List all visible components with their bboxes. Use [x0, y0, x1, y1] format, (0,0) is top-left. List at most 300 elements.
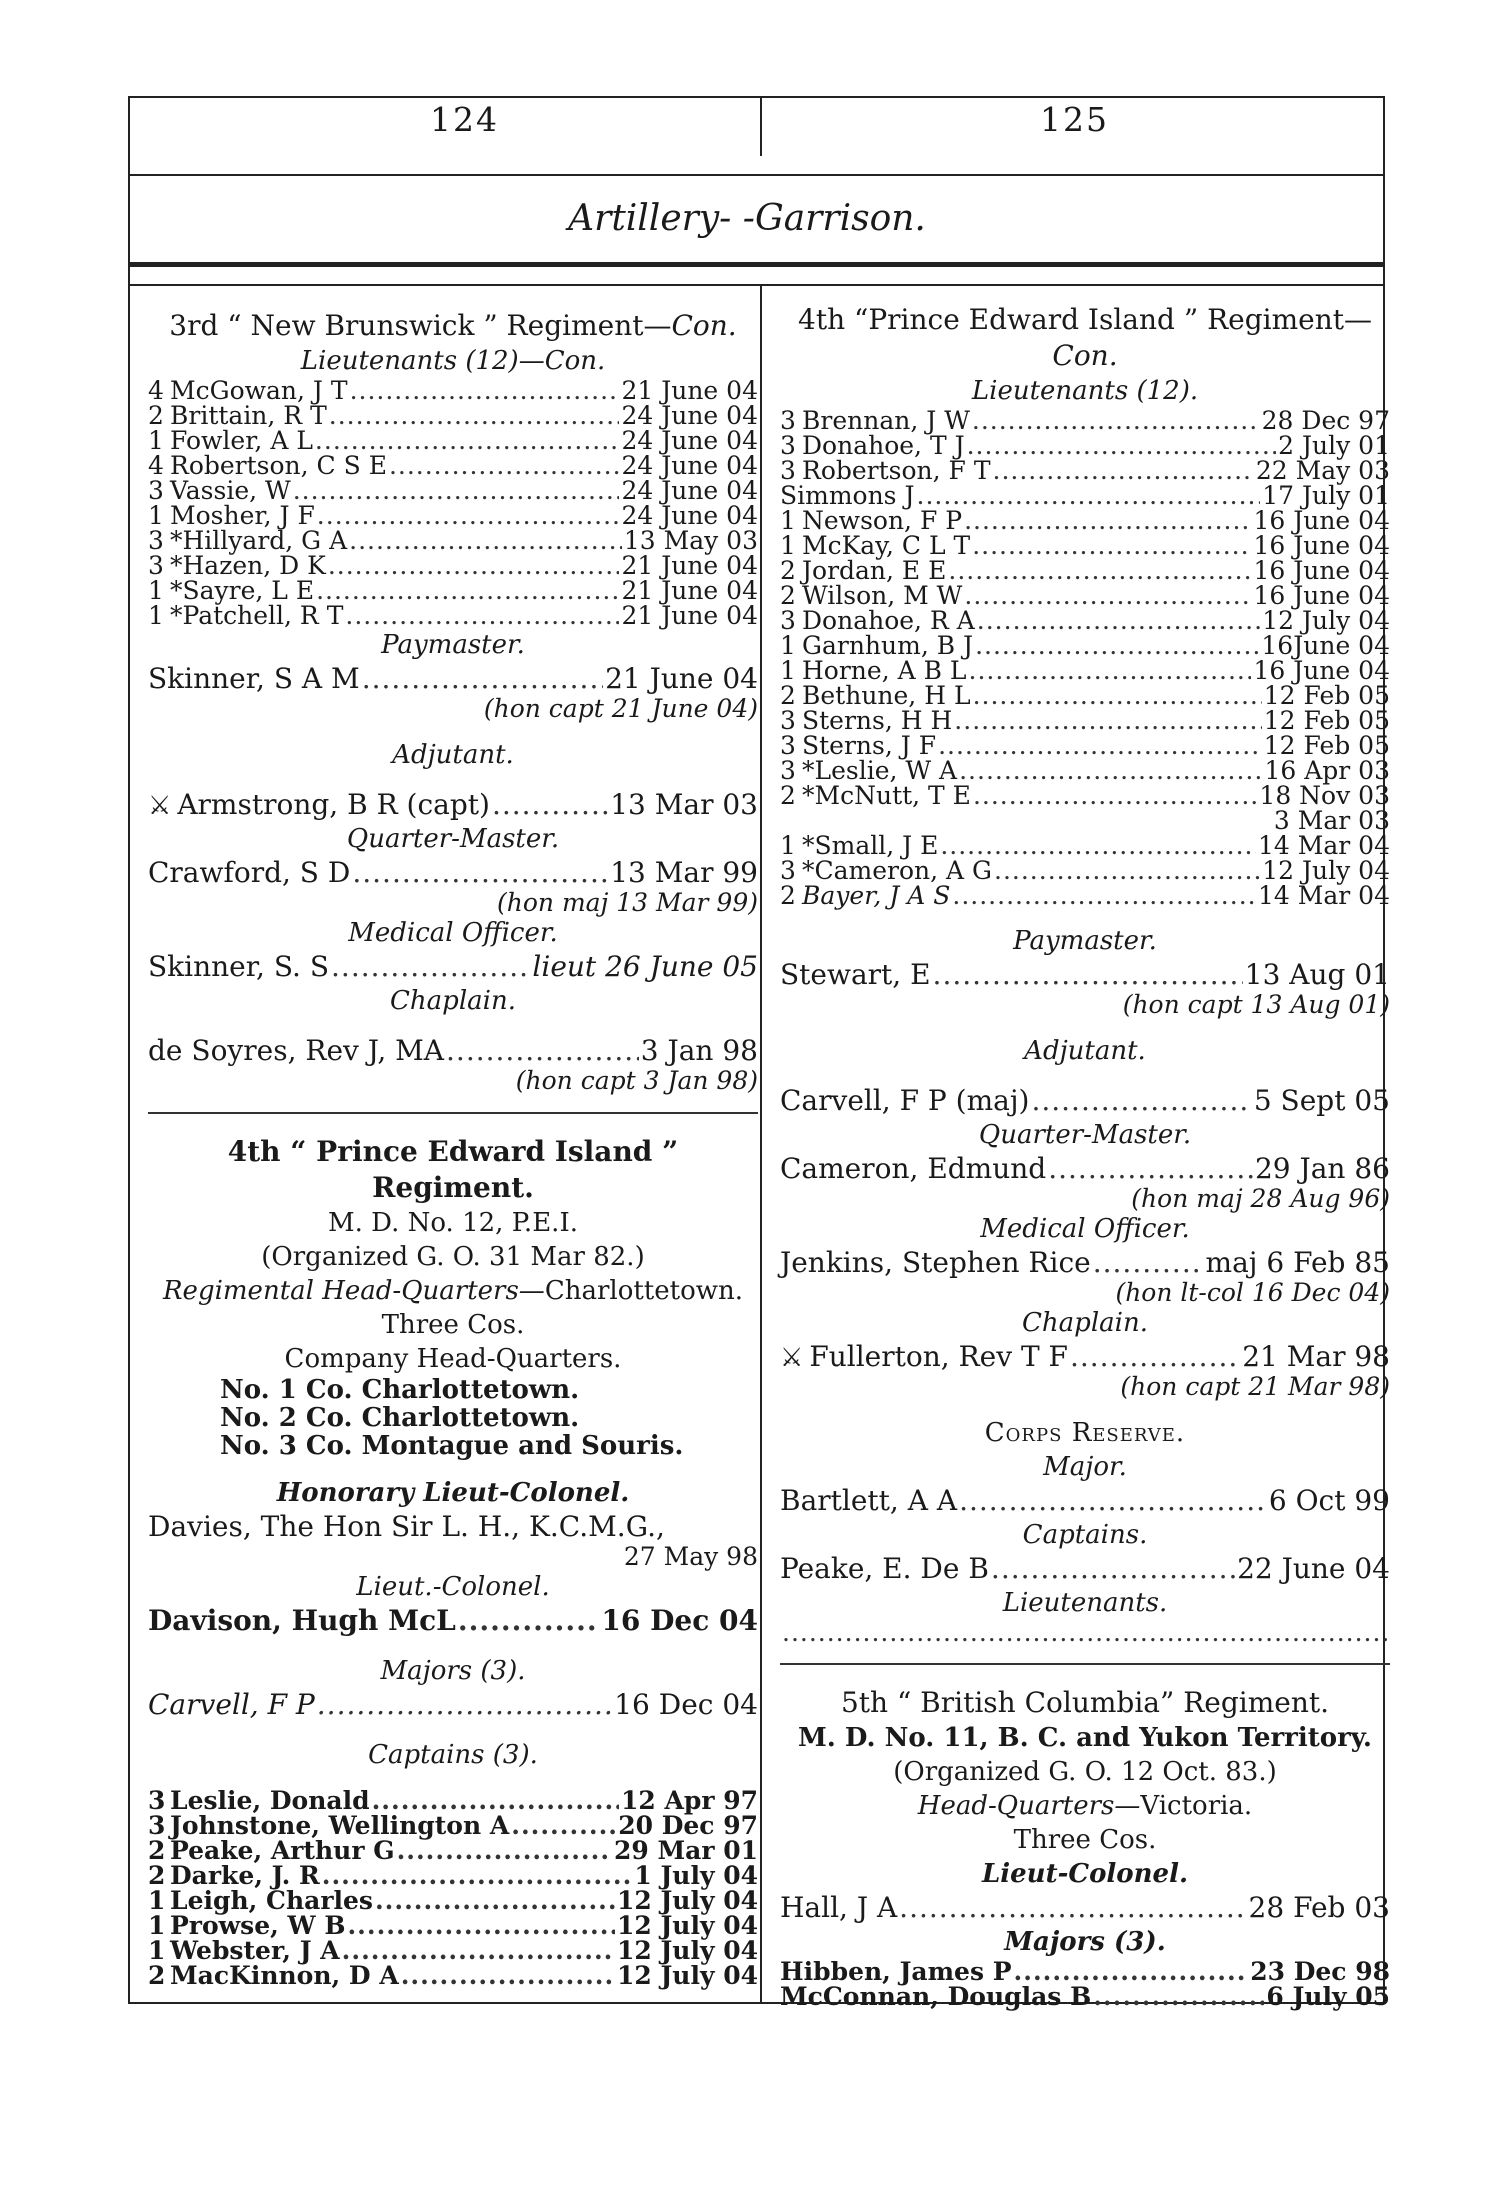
leader-dots [899, 1891, 1246, 1925]
rank-date: 16 June 04 [1253, 531, 1390, 560]
nb-chaplain-row [148, 1034, 758, 1068]
list-item [148, 553, 758, 578]
officer-name: Robertson, C S E [170, 451, 387, 480]
officer-name: *Leslie, W A [802, 756, 958, 785]
rank-date: 16 June 04 [1253, 656, 1390, 685]
pei-con-heading-con: Con. [1052, 339, 1118, 372]
pei-medical-note: (hon lt-col 16 Dec 04) [1115, 1278, 1390, 1307]
officer-name: McGowan, J T [170, 376, 348, 405]
list-item: No. 1 Co. Charlottetown. [220, 1375, 580, 1405]
list-item [148, 528, 758, 553]
rank-date: 1 July 04 [634, 1861, 758, 1890]
officer-name: Jenkins, Stephen Rice [780, 1246, 1091, 1279]
leader-dots [1014, 1959, 1249, 1984]
officer-name: Newson, F P [802, 506, 963, 535]
pei-cos: Three Cos. [381, 1310, 525, 1340]
rank-date: 24 June 04 [621, 426, 758, 455]
officer-name: Prowse, W B [170, 1911, 346, 1940]
nb-medical-row [148, 950, 758, 984]
rank-date: 24 June 04 [621, 501, 758, 530]
officer-name: Crawford, S D [148, 856, 351, 889]
list-item [148, 603, 758, 628]
rank-date: 5 Sept 05 [1253, 1084, 1390, 1117]
bc-cos: Three Cos. [1013, 1825, 1157, 1855]
list-item [780, 558, 1390, 583]
pei-qm-label: Quarter-Master. [978, 1120, 1192, 1150]
company-number: 2 [148, 1861, 166, 1890]
list-item [780, 633, 1390, 658]
officer-name: *Patchell, R T [170, 601, 344, 630]
leader-dots [329, 403, 620, 428]
company-number: 2 [780, 881, 796, 910]
company-number: 1 [148, 1911, 166, 1940]
list-item [148, 1913, 758, 1938]
officer-name: Horne, A B L [802, 656, 967, 685]
rank-date: lieut 26 June 05 [532, 950, 758, 983]
leader-dots [328, 553, 620, 578]
officer-name: Davies, The Hon Sir L. H., K.C.M.G., [148, 1510, 665, 1543]
pei-adjutant-row [780, 1084, 1390, 1118]
section-title: Artillery- -Garrison. [568, 198, 926, 239]
list-item [780, 658, 1390, 683]
rank-date: 12 July 04 [616, 1886, 758, 1915]
company-number: 3 [148, 551, 164, 580]
cr-captain-row [780, 1552, 1390, 1586]
list-item [148, 503, 758, 528]
pei-hon-lc-label: Honorary Lieut-Colonel. [276, 1478, 630, 1508]
company-number: 3 [148, 1786, 166, 1815]
leader-dots [964, 583, 1251, 608]
bc-organized: (Organized G. O. 12 Oct. 83.) [893, 1757, 1277, 1787]
list-item [148, 1813, 758, 1838]
officer-name: McConnan, Douglas B [780, 1982, 1092, 2011]
company-number: 1 [148, 501, 164, 530]
company-number: 3 [148, 526, 164, 555]
list-item [780, 483, 1390, 508]
company-number: 1 [780, 531, 796, 560]
pei-con-heading [780, 302, 1390, 374]
officer-name: Skinner, S A M [148, 662, 360, 695]
nb-heading-text: 3rd “ New Brunswick ” Regiment— [169, 309, 672, 342]
pei-organized: (Organized G. O. 31 Mar 82.) [261, 1242, 645, 1272]
officer-name: de Soyres, Rev J, MA [148, 1034, 445, 1067]
leader-dots [1031, 1084, 1251, 1118]
company-number: 1 [148, 576, 164, 605]
rank-date: 12 July 04 [616, 1911, 758, 1940]
left-page-number: 124 [430, 100, 499, 139]
bc-lc-row [780, 1891, 1390, 1925]
list-item: No. 3 Co. Montague and Souris. [220, 1431, 684, 1461]
leader-dots [315, 428, 620, 453]
company-number: 3 [780, 731, 796, 760]
company-number: 4 [148, 376, 164, 405]
right-page-number: 125 [1040, 100, 1109, 139]
company-number: 2 [148, 1836, 166, 1865]
pei-medical-label: Medical Officer. [980, 1214, 1190, 1244]
leader-dots [331, 950, 530, 984]
list-item [148, 478, 758, 503]
nb-adjutant-row [148, 788, 758, 822]
section-divider [780, 1663, 1390, 1665]
leader-dots [511, 1813, 616, 1838]
officer-name: Carvell, F P (maj) [780, 1084, 1030, 1117]
company-number: 2 [780, 781, 796, 810]
company-number: 2 [148, 401, 164, 430]
rank-date: 23 Dec 98 [1250, 1957, 1390, 1986]
hq-place: Charlottetown. [544, 1276, 743, 1306]
rank-date: 13 Mar 99 [610, 856, 758, 889]
rank-date: 6 Oct 99 [1268, 1484, 1390, 1517]
officer-name: Simmons J [780, 481, 915, 510]
list-item [780, 833, 1390, 858]
company-number: 3 [780, 606, 796, 635]
company-number: 1 [780, 631, 796, 660]
leader-dots [342, 1938, 615, 1963]
officer-name: Mosher, J F [170, 501, 315, 530]
nb-paymaster-label: Paymaster. [381, 630, 525, 660]
title-thick-rule [128, 262, 1384, 267]
rank-date: 14 Mar 04 [1258, 881, 1390, 910]
officer-name: Webster, J A [170, 1936, 340, 1965]
rank-date: 16June 04 [1261, 631, 1390, 660]
rank-date: 29 Mar 01 [613, 1836, 758, 1865]
rank-date: 18 Nov 03 [1259, 781, 1390, 810]
hq-label: Head-Quarters— [917, 1791, 1141, 1821]
list-item [780, 408, 1390, 433]
company-number: 3 [780, 456, 796, 485]
header-rule [128, 174, 1384, 176]
list-item [780, 1984, 1390, 2009]
rank-date: 24 June 04 [621, 476, 758, 505]
officer-name: Bethune, H L [802, 681, 971, 710]
rank-date: 6 July 05 [1266, 1982, 1390, 2011]
nb-adjutant-label: Adjutant. [392, 740, 514, 770]
bc-lc-label: Lieut-Colonel. [981, 1859, 1189, 1889]
leader-dots [345, 603, 619, 628]
list-item [780, 433, 1390, 458]
rank-date: 17 July 01 [1262, 481, 1390, 510]
list-item [780, 758, 1390, 783]
company-number: 3 [148, 1811, 166, 1840]
pei-captains-list [148, 1788, 758, 1988]
rank-date: 13 May 03 [623, 526, 758, 555]
list-item [780, 458, 1390, 483]
rank-date: 21 June 04 [621, 576, 758, 605]
rank-date: 12 July 04 [1262, 606, 1390, 635]
officer-name: Stewart, E [780, 958, 931, 991]
rank-date: 12 July 04 [1262, 856, 1390, 885]
company-number: 4 [148, 451, 164, 480]
bc-md: M. D. No. 11, B. C. and Yukon Territory. [798, 1723, 1372, 1753]
pei-paymaster-note: (hon capt 13 Aug 01) [1122, 990, 1390, 1019]
rank-date: 24 June 04 [621, 451, 758, 480]
leader-dots [973, 683, 1262, 708]
officer-name: Donahoe, R A [802, 606, 975, 635]
leader-dots [375, 1888, 615, 1913]
officer-name: Donahoe, T J [802, 431, 965, 460]
leader-dots [293, 478, 620, 503]
officer-name: Vassie, W [170, 476, 291, 505]
officer-name: Hibben, James P [780, 1957, 1012, 1986]
officer-name: Wilson, M W [802, 581, 963, 610]
leader-dots [952, 883, 1256, 908]
cr-lieutenants-blank [780, 1620, 1390, 1645]
pei-captains-label: Captains (3). [368, 1740, 538, 1770]
rank-date: 22 May 03 [1255, 456, 1390, 485]
leader-dots [954, 708, 1261, 733]
page-divider-header [760, 96, 762, 156]
title-thin-rule [128, 284, 1384, 286]
pei-lc-row [148, 1604, 758, 1638]
nb-lieutenants-list [148, 378, 758, 628]
officer-name: Brittain, R T [170, 401, 327, 430]
leader-dots [991, 1552, 1235, 1586]
nb-qm-note: (hon maj 13 Mar 99) [497, 888, 758, 917]
list-item [780, 858, 1390, 883]
company-number: 1 [148, 1886, 166, 1915]
list-item [780, 683, 1390, 708]
pei-lieutenants-label: Lieutenants (12). [971, 376, 1199, 406]
rank-date: maj 6 Feb 85 [1205, 1246, 1390, 1279]
leader-dots [492, 788, 608, 822]
rank-date: 20 Dec 97 [618, 1811, 758, 1840]
list-item [148, 428, 758, 453]
leader-dots [967, 433, 1277, 458]
pei-qm-note: (hon maj 28 Aug 96) [1131, 1184, 1390, 1213]
leader-dots [1093, 1246, 1204, 1280]
leader-dots [317, 503, 620, 528]
rank-date: 28 Feb 03 [1248, 1891, 1390, 1924]
officer-name: Brennan, J W [802, 406, 970, 435]
nb-paymaster-row [148, 662, 758, 696]
leader-dots [1070, 1340, 1240, 1374]
officer-name: Skinner, S. S [148, 950, 330, 983]
pei-majors-label: Majors (3). [380, 1656, 526, 1686]
officer-name: Jordan, E E [802, 556, 947, 585]
company-number: 3 [780, 706, 796, 735]
leader-dots [994, 858, 1260, 883]
pei-con-heading-text: 4th “Prince Edward Island ” Regiment— [798, 303, 1372, 336]
cr-captains-label: Captains. [1022, 1520, 1148, 1550]
leader-dots [972, 533, 1251, 558]
outer-left-rule [128, 96, 130, 2004]
officer-name: MacKinnon, D A [170, 1961, 399, 1990]
officer-name: Armstrong, B R (capt) [177, 788, 490, 821]
nb-heading-con: Con. [671, 309, 737, 342]
leader-dots [993, 458, 1254, 483]
leader-dots [458, 1604, 600, 1638]
rank-date: 21 June 04 [605, 662, 758, 695]
pei-medical-row [780, 1246, 1390, 1280]
nb-chaplain-note: (hon capt 3 Jan 98) [515, 1066, 758, 1095]
rank-date: 24 June 04 [621, 401, 758, 430]
leader-dots [322, 1863, 633, 1888]
rank-date: 13 Mar 03 [610, 788, 758, 821]
leader-dots [1093, 1984, 1264, 2009]
company-number: 1 [780, 831, 796, 860]
nb-medical-label: Medical Officer. [348, 918, 558, 948]
leader-dots [969, 658, 1252, 683]
nb-paymaster-note: (hon capt 21 June 04) [483, 694, 758, 723]
pei-regimental-hq [148, 1274, 758, 1308]
company-number: 3 [780, 756, 796, 785]
list-item [780, 733, 1390, 758]
company-number: 3 [780, 406, 796, 435]
list-item [148, 1788, 758, 1813]
list-item [148, 1863, 758, 1888]
top-rule [128, 96, 1384, 98]
cr-major-row [780, 1484, 1390, 1518]
officer-name: Leslie, Donald [170, 1786, 370, 1815]
list-item [780, 1959, 1390, 1984]
officer-name: Sterns, J F [802, 731, 937, 760]
officer-name: Peake, Arthur G [170, 1836, 395, 1865]
company-number: 3 [780, 431, 796, 460]
nb-lieutenants-label: Lieutenants (12)—Con. [300, 346, 606, 376]
officer-name: Leigh, Charles [170, 1886, 373, 1915]
left-column [148, 308, 758, 1988]
list-item [148, 378, 758, 403]
rank-date: 21 June 04 [621, 551, 758, 580]
company-number: 1 [780, 656, 796, 685]
officer-name: Bartlett, A A [780, 1484, 958, 1517]
bc-hq [780, 1789, 1390, 1823]
leader-dots [316, 578, 619, 603]
company-number: 1 [148, 601, 164, 630]
list-item [780, 583, 1390, 608]
leader-dots [1048, 1152, 1253, 1186]
company-number: 1 [780, 506, 796, 535]
pei-adjutant-label: Adjutant. [1024, 1036, 1146, 1066]
hq-place: Victoria. [1140, 1791, 1253, 1821]
company-number: 2 [780, 556, 796, 585]
rank-date: 3 Jan 98 [640, 1034, 758, 1067]
rank-date: 22 June 04 [1237, 1552, 1390, 1585]
leader-dots [972, 408, 1260, 433]
officer-name: Bayer, J A S [802, 881, 951, 910]
officer-name: Fullerton, Rev T F [809, 1340, 1068, 1373]
leader-dots [940, 833, 1256, 858]
company-number: 3 [148, 476, 164, 505]
rank-date: 28 Dec 97 [1261, 406, 1390, 435]
rank-date: 21 June 04 [621, 376, 758, 405]
list-item [148, 1963, 758, 1988]
officer-name: Fowler, A L [170, 426, 313, 455]
officer-name: *Cameron, A G [802, 856, 993, 885]
cr-major-label: Major. [1043, 1452, 1127, 1482]
leader-dots [933, 958, 1243, 992]
rank-date: 21 June 04 [621, 601, 758, 630]
rank-date: 13 Aug 01 [1244, 958, 1390, 991]
leader-dots [389, 453, 620, 478]
leader-dots [397, 1838, 612, 1863]
officer-name: *Small, J E [802, 831, 939, 860]
pei-regiment-heading: 4th “ Prince Edward Island ” Regiment. [227, 1135, 679, 1204]
list-item [780, 533, 1390, 558]
rank-date: 16 June 04 [1253, 556, 1390, 585]
rank-date: 16 Dec 04 [614, 1688, 758, 1721]
company-number: 3 [780, 856, 796, 885]
pei-qm-row [780, 1152, 1390, 1186]
rank-date: 12 July 04 [616, 1961, 758, 1990]
company-number: 2 [148, 1961, 166, 1990]
pei-paymaster-row [780, 958, 1390, 992]
bc-majors-label: Majors (3). [1004, 1927, 1166, 1957]
leader-dots [349, 528, 622, 553]
list-item [148, 1838, 758, 1863]
pei-paymaster-label: Paymaster. [1013, 926, 1157, 956]
company-number: 2 [780, 581, 796, 610]
rank-date: 16 June 04 [1253, 506, 1390, 535]
officer-name: Carvell, F P [148, 1688, 315, 1721]
cr-lieutenants-label: Lieutenants. [1002, 1588, 1168, 1618]
officer-name: Garnhum, B J [802, 631, 974, 660]
leader-dots [372, 1788, 619, 1813]
officer-name: Johnstone, Wellington A [170, 1811, 510, 1840]
pei-lc-label: Lieut.-Colonel. [356, 1572, 550, 1602]
pei-company-hq-label: Company Head-Quarters. [284, 1344, 622, 1374]
pei-hon-lc-row [148, 1510, 758, 1544]
pei-major-row [148, 1688, 758, 1722]
leader-dots [938, 733, 1262, 758]
list-item: No. 2 Co. Charlottetown. [220, 1403, 580, 1433]
leader-dots [959, 1484, 1267, 1518]
officer-name: Robertson, F T [802, 456, 991, 485]
bc-regiment-heading: 5th “ British Columbia” Regiment. [840, 1686, 1330, 1719]
company-number: 2 [780, 681, 796, 710]
crossed-swords-icon: ⚔ [148, 791, 172, 821]
rank-date: 21 Mar 98 [1242, 1340, 1390, 1373]
leader-dots [352, 856, 608, 890]
nb-qm-label: Quarter-Master. [346, 824, 560, 854]
leader-dots [362, 662, 603, 696]
nb-qm-row [148, 856, 758, 890]
officer-name: Cameron, Edmund [780, 1152, 1047, 1185]
officer-name: *Hillyard, G A [170, 526, 348, 555]
leader-dots [401, 1963, 615, 1988]
leader-dots [347, 1913, 615, 1938]
corps-reserve-heading: Corps Reserve. [984, 1418, 1186, 1448]
pei-hon-lc-date: 27 May 98 [623, 1542, 758, 1571]
rank-date: 12 Feb 05 [1263, 681, 1390, 710]
leader-dots [350, 378, 620, 403]
pei-chaplain-row [780, 1340, 1390, 1374]
section-divider [148, 1112, 758, 1114]
rank-date: 16 Dec 04 [601, 1604, 758, 1637]
rank-date: 12 Apr 97 [620, 1786, 758, 1815]
leader-dots [973, 783, 1257, 808]
leader-dots [964, 508, 1251, 533]
hq-label: Regimental Head-Quarters— [162, 1276, 545, 1306]
officer-name: *McNutt, T E [802, 781, 971, 810]
rank-date: 14 Mar 04 [1258, 831, 1390, 860]
rank-date: 12 Feb 05 [1263, 706, 1390, 735]
leader-dots [975, 633, 1259, 658]
leader-dots [948, 558, 1251, 583]
officer-name: Peake, E. De B [780, 1552, 989, 1585]
list-item [148, 403, 758, 428]
pei-chaplain-note: (hon capt 21 Mar 98) [1120, 1372, 1390, 1401]
list-item [780, 508, 1390, 533]
crossed-swords-icon: ⚔ [780, 1343, 804, 1373]
rank-date: 12 July 04 [616, 1936, 758, 1965]
list-item [780, 808, 1390, 833]
leader-dots [782, 1620, 1388, 1645]
leader-dots [317, 1688, 612, 1722]
rank-date: 3 Mar 03 [1273, 806, 1390, 835]
rank-date: 12 Feb 05 [1263, 731, 1390, 760]
officer-name: McKay, C L T [802, 531, 971, 560]
